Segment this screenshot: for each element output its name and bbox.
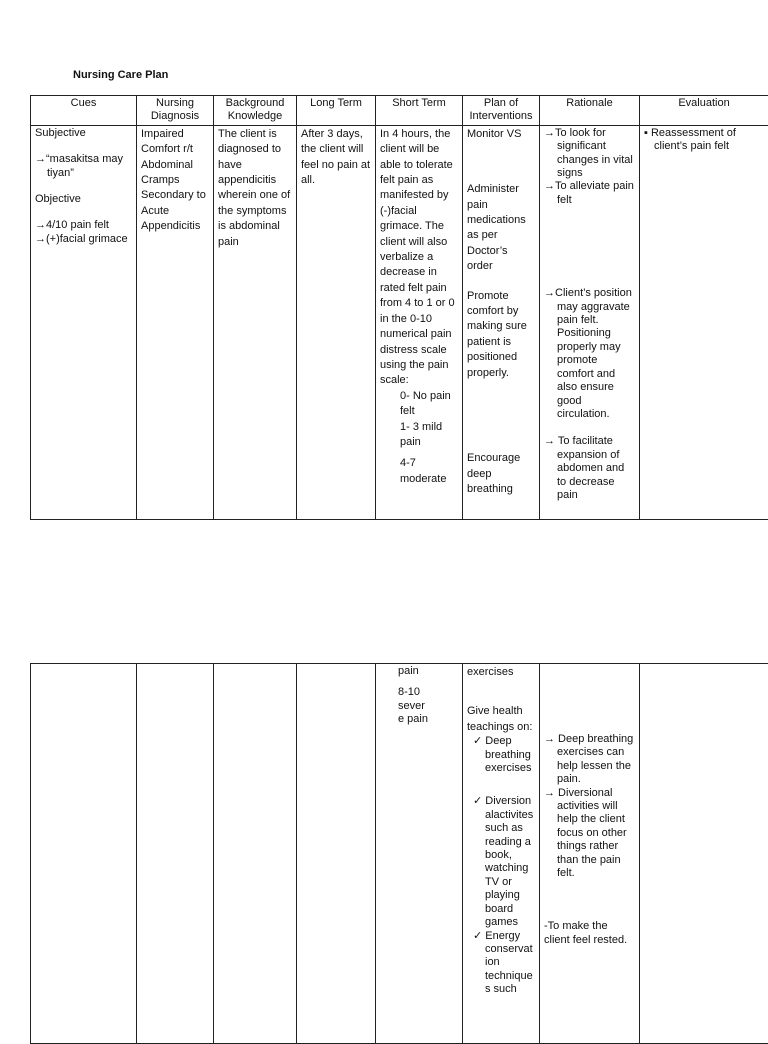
header-plan-of-interventions: Plan of Interventions [463, 96, 540, 126]
care-plan-table-page1 [30, 95, 768, 520]
cues-objective-item: →4/10 pain felt [35, 219, 132, 232]
diagnosis-cell [137, 664, 214, 1044]
diagnosis-cell: Impaired Comfort r/t Abdominal Cramps Secondary to Acute Appendicitis [137, 125, 214, 519]
background-cell: The client is diagnosed to have appendicitis wherein one of the symptoms is abdominal pain [214, 125, 297, 519]
header-row [31, 96, 768, 126]
intervention-item: Encourage deep breathing [467, 451, 535, 497]
evaluation-cell [640, 664, 768, 1044]
evaluation-item: ▪ Reassessment of client’s pain felt [644, 127, 764, 154]
cues-objective-label: Objective [35, 193, 132, 206]
rationale-item: →To look for significant changes in vital signs [544, 127, 635, 181]
rationale-cell [540, 664, 640, 1044]
page-title: Nursing Care Plan [73, 69, 168, 81]
table-row [31, 125, 768, 519]
short-term-cell [376, 125, 463, 519]
background-cell [214, 664, 297, 1044]
cues-objective-item: →(+)facial grimace [35, 233, 132, 246]
header-rationale: Rationale [540, 96, 640, 126]
rationale-item: -To make the client feel rested. [544, 920, 635, 947]
cues-cell [31, 664, 137, 1044]
intervention-item: Promote comfort by making sure patient is positioned properly. [467, 289, 535, 381]
intervention-item: Give health teachings on: [467, 704, 535, 735]
rationale-item: → Diversional activities will help the client focus on other things rather than the pain felt. [544, 787, 635, 881]
header-cues: Cues [31, 96, 137, 126]
checklist-item: ✓ Energy conservation techniques such [467, 930, 535, 997]
care-plan-table-page2 [30, 663, 768, 1044]
evaluation-cell [640, 125, 768, 519]
header-nursing-diagnosis: Nursing Diagnosis [137, 96, 214, 126]
rationale-item: → Deep breathing exercises can help lessen the pain. [544, 733, 635, 787]
rationale-item: →To alleviate pain felt [544, 180, 635, 207]
short-term-goal: In 4 hours, the client will be able to tolerate felt pain as manifested by (-)facial grimace. The client will also verbalize a decrease in rated felt pain from 4 to 1 or 0 in the 0-10 numerical pain distress scale using the pain scale: [380, 127, 458, 389]
rationale-cell [540, 125, 640, 519]
interventions-cell [463, 664, 540, 1044]
long-term-cell [297, 664, 376, 1044]
table-row [31, 664, 768, 1044]
intervention-item: exercises [467, 665, 535, 680]
long-term-cell: After 3 days, the client will feel no pain at all. [297, 125, 376, 519]
intervention-item: Administer pain medications as per Doctor’s order [467, 182, 535, 274]
header-background-knowledge: Background Knowledge [214, 96, 297, 126]
pain-scale-item: 4-7 moderate [380, 456, 458, 487]
cues-subjective-item: →“masakitsa may tiyan” [35, 153, 132, 180]
rationale-item: → To facilitate expansion of abdomen and to decrease pain [544, 435, 635, 502]
checklist-item: ✓ Diversion alactivites such as reading a book, watching TV or playing board games [467, 795, 535, 929]
header-evaluation: Evaluation [640, 96, 768, 126]
interventions-cell [463, 125, 540, 519]
cues-cell [31, 125, 137, 519]
header-short-term: Short Term [376, 96, 463, 126]
short-term-cell [376, 664, 463, 1044]
pain-scale-item: 1- 3 mild pain [380, 420, 458, 451]
pain-scale-item: 8-10 severe pain [380, 686, 458, 726]
checklist-item: ✓ Deep breathing exercises [467, 735, 535, 775]
pain-scale-item: pain [380, 665, 458, 678]
cues-subjective-label: Subjective [35, 127, 132, 140]
rationale-item: →Client’s position may aggravate pain felt. Positioning properly may promote comfort and also ensure good circulation. [544, 287, 635, 421]
intervention-item: Monitor VS [467, 127, 535, 142]
header-long-term: Long Term [297, 96, 376, 126]
pain-scale-item: 0- No pain felt [380, 389, 458, 420]
